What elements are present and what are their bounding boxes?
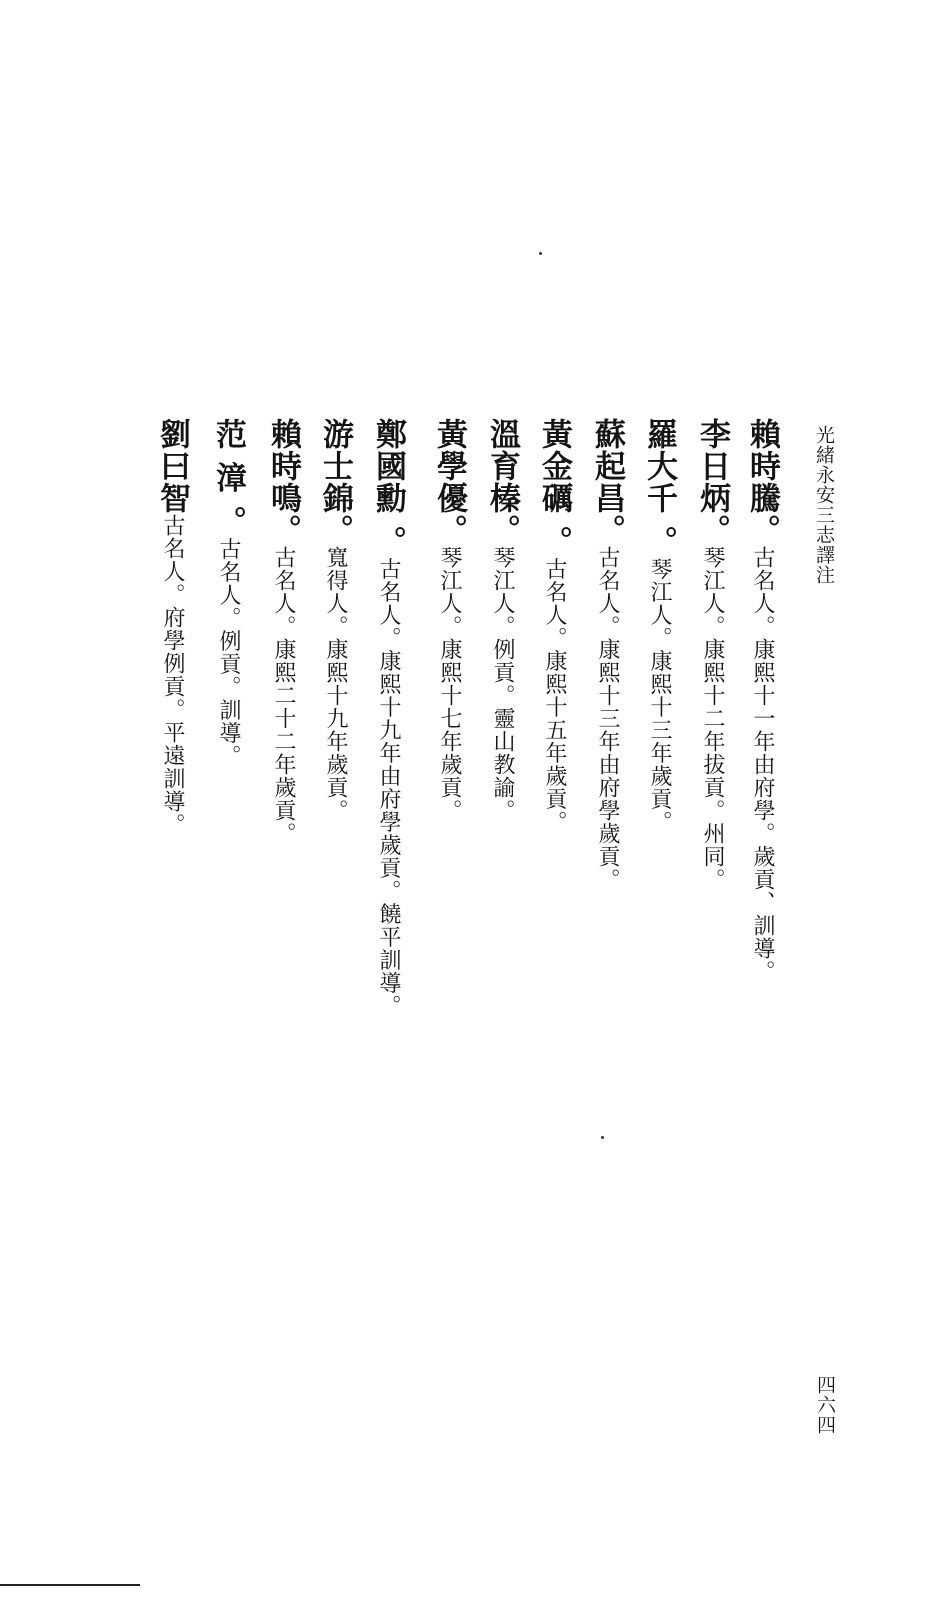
entry-11: [206, 418, 250, 1038]
person-name: 劉曰智: [154, 418, 190, 514]
scan-edge-line: [0, 1584, 140, 1586]
entry-5: [532, 418, 576, 1038]
page-number: 四六四: [814, 1375, 836, 1435]
person-name: 溫育榛。: [484, 418, 520, 546]
person-description: 琴江人。康熙十三年歲貢。: [647, 557, 672, 834]
entry-6: [480, 418, 524, 1038]
person-name: 鄭國勳 。: [370, 418, 406, 558]
person-description: 古名人。康熙十九年由府學歲貢。饒平訓導。: [376, 557, 401, 1018]
person-description: 古名人。康熙十三年由府學歲貢。: [595, 546, 620, 891]
person-description: 古名人。康熙十五年歲貢。: [542, 557, 567, 834]
person-description: 琴江人。康熙十七年歲貢。: [437, 546, 462, 822]
running-header: 光緒永安三志譯注: [813, 425, 835, 585]
person-name: 黃金礪 。: [536, 418, 572, 558]
person-description: 古名人。康熙二十二年歲貢。: [271, 546, 296, 845]
scan-speck: [539, 252, 542, 255]
person-name: 李日炳。: [694, 418, 730, 546]
scan-speck: [601, 1136, 604, 1139]
entry-10: [261, 418, 305, 1038]
entry-7: [427, 418, 471, 1038]
entry-9: [313, 418, 357, 1038]
person-name: 羅大千 。: [641, 418, 677, 558]
entry-8: [366, 418, 410, 1038]
entry-2: [690, 418, 734, 1038]
person-description: 古名人。例貢。訓導。: [216, 537, 241, 768]
entry-1: [740, 418, 784, 1038]
person-name: 賴時鳴。: [265, 418, 301, 546]
person-description: 琴江人。康熙十二年拔貢。州同。: [700, 546, 725, 891]
person-name: 黃學優。: [431, 418, 467, 546]
entry-12: [150, 418, 194, 1038]
entry-4: [585, 418, 629, 1038]
person-name: 賴時騰。: [744, 418, 780, 546]
person-name: 游士錦。: [317, 418, 353, 546]
person-description: 琴江人。例貢。靈山教諭。: [490, 546, 515, 822]
person-name: 范 漳 。: [210, 418, 246, 538]
entry-3: [637, 418, 681, 1038]
person-description: 古名人。康熙十一年由府學。歲貢、訓導。: [750, 546, 775, 983]
person-description: 寬得人。康熙十九年歲貢。: [323, 546, 348, 822]
person-name: 蘇起昌。: [589, 418, 625, 546]
person-description: 古名人。府學例貢。平遠訓導。: [160, 514, 185, 836]
